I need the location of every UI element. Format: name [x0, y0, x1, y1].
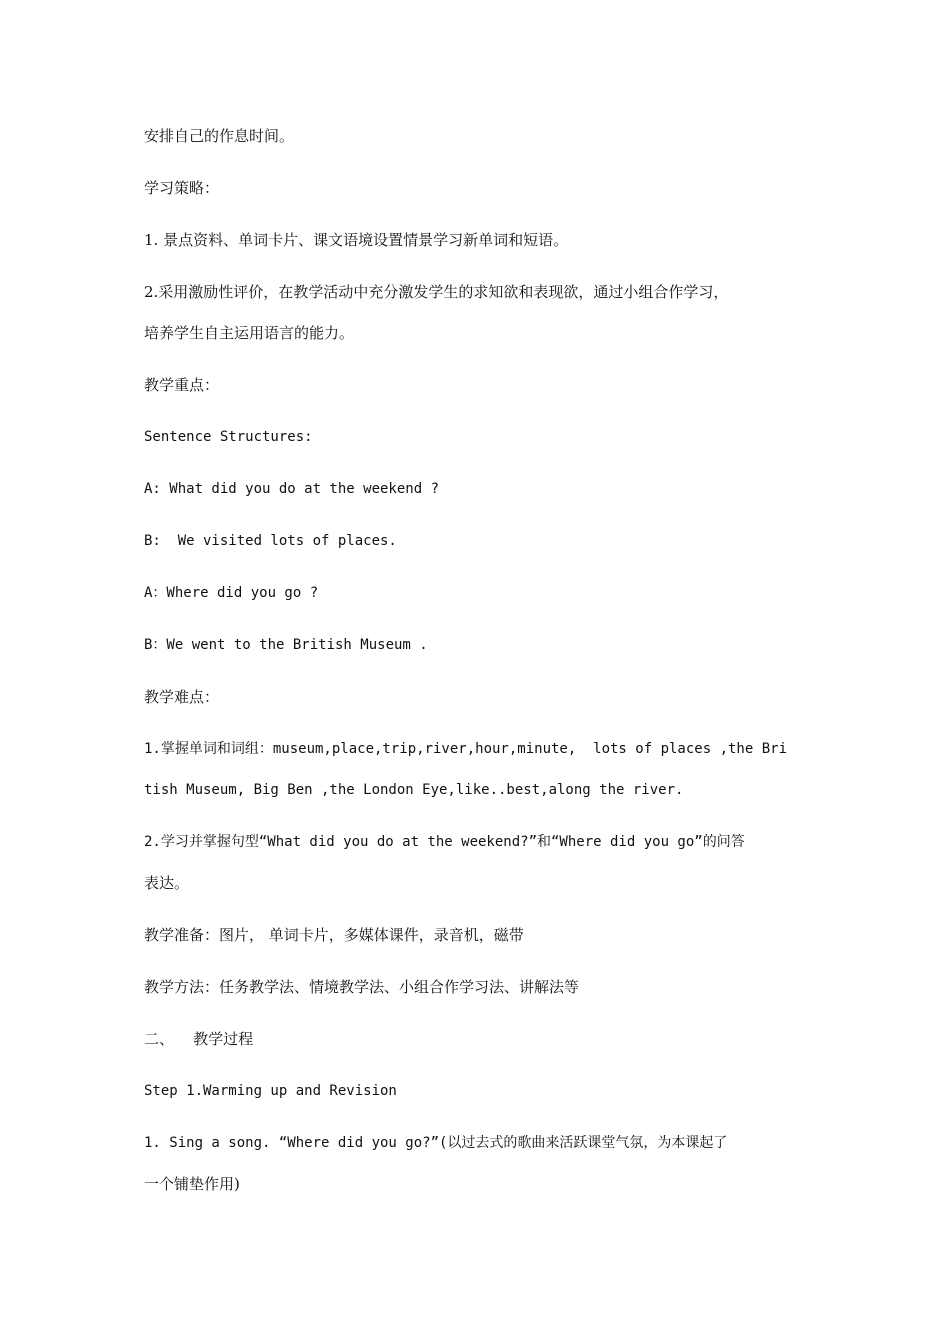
- text-line: 教学准备：图片， 单词卡片，多媒体课件，录音机，磁带: [144, 926, 524, 944]
- text-line: 安排自己的作息时间。: [144, 127, 295, 145]
- sentence-structures-label: Sentence Structures:: [144, 429, 313, 445]
- dialogue-line: B: We visited lots of places.: [144, 533, 397, 549]
- text-line: 培养学生自主运用语言的能力。: [144, 324, 355, 342]
- text-line: 2.学习并掌握句型“What did you do at the weekend?”和“Where did you go”的问答: [144, 834, 745, 850]
- section-heading-key-points: 教学重点：: [144, 376, 220, 394]
- section-heading-difficulties: 教学难点：: [144, 688, 220, 706]
- section-heading-strategy: 学习策略：: [144, 179, 220, 197]
- text-line: 1.掌握单词和词组：museum,place,trip,river,hour,minute, lots of places ,the Bri: [144, 741, 788, 757]
- step-heading: Step 1.Warming up and Revision: [144, 1083, 397, 1099]
- section-heading-process: 二、 教学过程: [144, 1030, 254, 1048]
- text-line: 1. 景点资料、单词卡片、课文语境设置情景学习新单词和短语。: [144, 231, 569, 249]
- dialogue-line: B：We went to the British Museum .: [144, 637, 428, 653]
- text-line: 1. Sing a song. “Where did you go?”(以过去式的歌曲来活跃课堂气氛，为本课起了: [144, 1135, 728, 1151]
- text-line: 表达。: [144, 874, 190, 892]
- text-line: 2.采用激励性评价，在教学活动中充分激发学生的求知欲和表现欲，通过小组合作学习，: [144, 283, 729, 301]
- dialogue-line: A：Where did you go ?: [144, 585, 319, 601]
- text-line: tish Museum, Big Ben ,the London Eye,like..best,along the river.: [144, 782, 684, 798]
- dialogue-line: A: What did you do at the weekend ?: [144, 481, 440, 497]
- text-line: 教学方法：任务教学法、情境教学法、小组合作学习法、讲解法等: [144, 978, 580, 996]
- text-line: 一个铺垫作用): [144, 1175, 240, 1193]
